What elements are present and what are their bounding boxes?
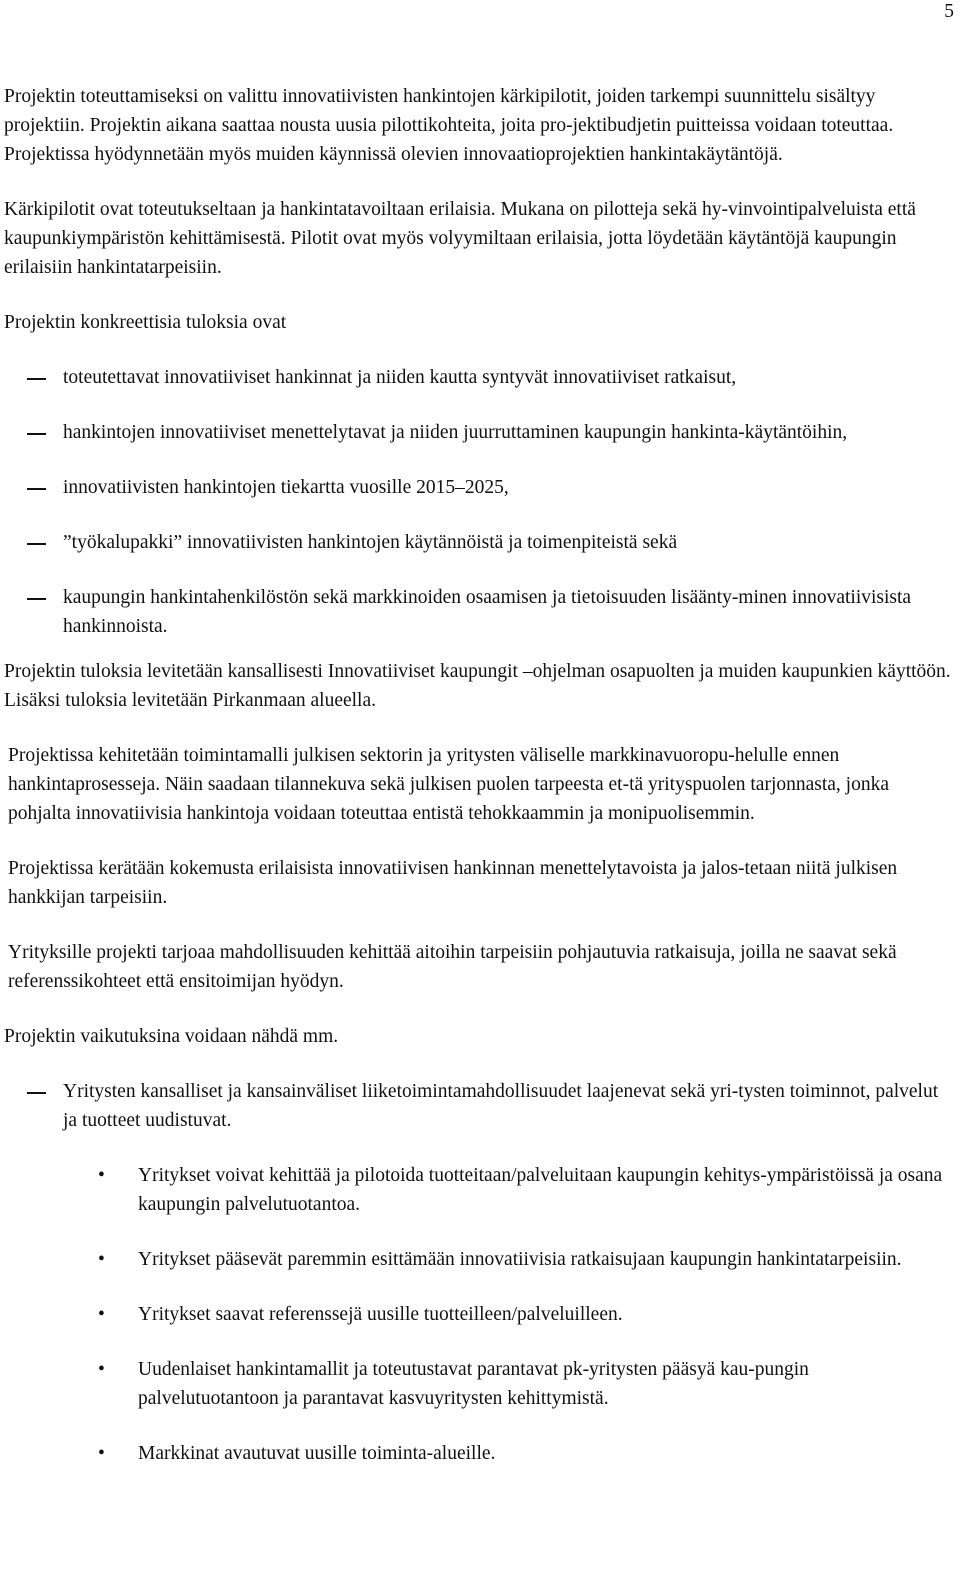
paragraph-companies: Yrityksille projekti tarjoaa mahdollisuuden kehittää aitoihin tarpeisiin pohjautuvia ratkaisuja, joilla ne saavat sekä referenssikohteet että ensitoimijan hyödyn.	[8, 942, 897, 992]
impacts-list	[4, 1077, 954, 1135]
list-item: ”työkalupakki” innovatiivisten hankintojen käytännöistä ja toimenpiteistä sekä	[4, 528, 954, 557]
paragraph-pilots-types: Kärkipilotit ovat toteutukseltaan ja hankintatavoiltaan erilaisia. Mukana on pilotteja sekä hy-vinvointipalveluista että kaupunkiympäristön kehittämisestä. Pilotit ovat myös volyymiltaan erilaisia, jotta löydetään käytäntöjä kaupungin erilaisiin hankintatarpeisiin.	[4, 199, 916, 278]
page-content	[4, 82, 954, 1494]
list-item: hankintojen innovatiiviset menettelytavat ja niiden juurruttaminen kaupungin hankinta-käytäntöihin,	[4, 418, 954, 447]
paragraph-results-intro: Projektin konkreettisia tuloksia ovat	[4, 312, 287, 333]
paragraph-experience: Projektissa kerätään kokemusta erilaisista innovatiivisen hankinnan menettelytavoista ja jalos-tetaan niitä julkisen hankkijan tarpeisiin.	[8, 858, 898, 908]
paragraph-dissemination: Projektin tuloksia levitetään kansallisesti Innovatiiviset kaupungit –ohjelman osapuolten ja muiden kaupunkien käyttöön. Lisäksi tuloksia levitetään Pirkanmaan alueella.	[4, 661, 951, 711]
paragraph-impacts-intro: Projektin vaikutuksina voidaan nähdä mm.	[4, 1026, 339, 1047]
page-number: 5	[944, 1, 954, 22]
bullet-item: • Yritykset pääsevät paremmin esittämään innovatiivisia ratkaisujaan kaupungin hankintatarpeisiin.	[4, 1245, 954, 1274]
paragraph-operating-model: Projektissa kehitetään toimintamalli julkisen sektorin ja yritysten väliselle markkinavuoropu-helulle ennen hankintaprosesseja. Näin saadaan tilannekuva sekä julkisen puolen tarpeesta et-tä yrityspuolen tarjonnasta, jonka pohjalta innovatiivisia hankintoja voidaan toteuttaa entistä tehokkaammin ja monipuolisemmin.	[8, 745, 890, 824]
bullet-item: • Markkinat avautuvat uusille toiminta-alueille.	[4, 1439, 954, 1468]
list-item: kaupungin hankintahenkilöstön sekä markkinoiden osaamisen ja tietoisuuden lisäänty-minen innovatiivisista hankinnoista.	[4, 583, 954, 641]
bullet-item: • Yritykset voivat kehittää ja pilotoida tuotteitaan/palveluitaan kaupungin kehitys-ympäristöissä ja osana kaupungin palvelutuotantoa.	[4, 1161, 954, 1219]
paragraph-pilots-intro: Projektin toteuttamiseksi on valittu innovatiivisten hankintojen kärkipilotit, joiden tarkempi suunnittelu sisältyy projektiin. Projektin aikana saattaa nousta uusia pilottikohteita, joita pro-jektibudjetin puitteissa voidaan toteuttaa. Projektissa hyödynnetään myös muiden käynnissä olevien innovaatioprojektien hankintakäytäntöjä.	[4, 86, 894, 165]
list-item: toteutettavat innovatiiviset hankinnat ja niiden kautta syntyvät innovatiiviset ratkaisut,	[4, 363, 954, 392]
impact-bullets	[4, 1161, 954, 1468]
list-item: Yritysten kansalliset ja kansainväliset liiketoimintamahdollisuudet laajenevat sekä yri-tysten toiminnot, palvelut ja tuotteet uudistuvat.	[4, 1077, 954, 1135]
list-item: innovatiivisten hankintojen tiekartta vuosille 2015–2025,	[4, 473, 954, 502]
bullet-item: • Yritykset saavat referenssejä uusille tuotteilleen/palveluilleen.	[4, 1300, 954, 1329]
bullet-item: • Uudenlaiset hankintamallit ja toteutustavat parantavat pk-yritysten pääsyä kau-pungin palvelutuotantoon ja parantavat kasvuyritysten kehittymistä.	[4, 1355, 954, 1413]
results-list	[4, 363, 954, 641]
